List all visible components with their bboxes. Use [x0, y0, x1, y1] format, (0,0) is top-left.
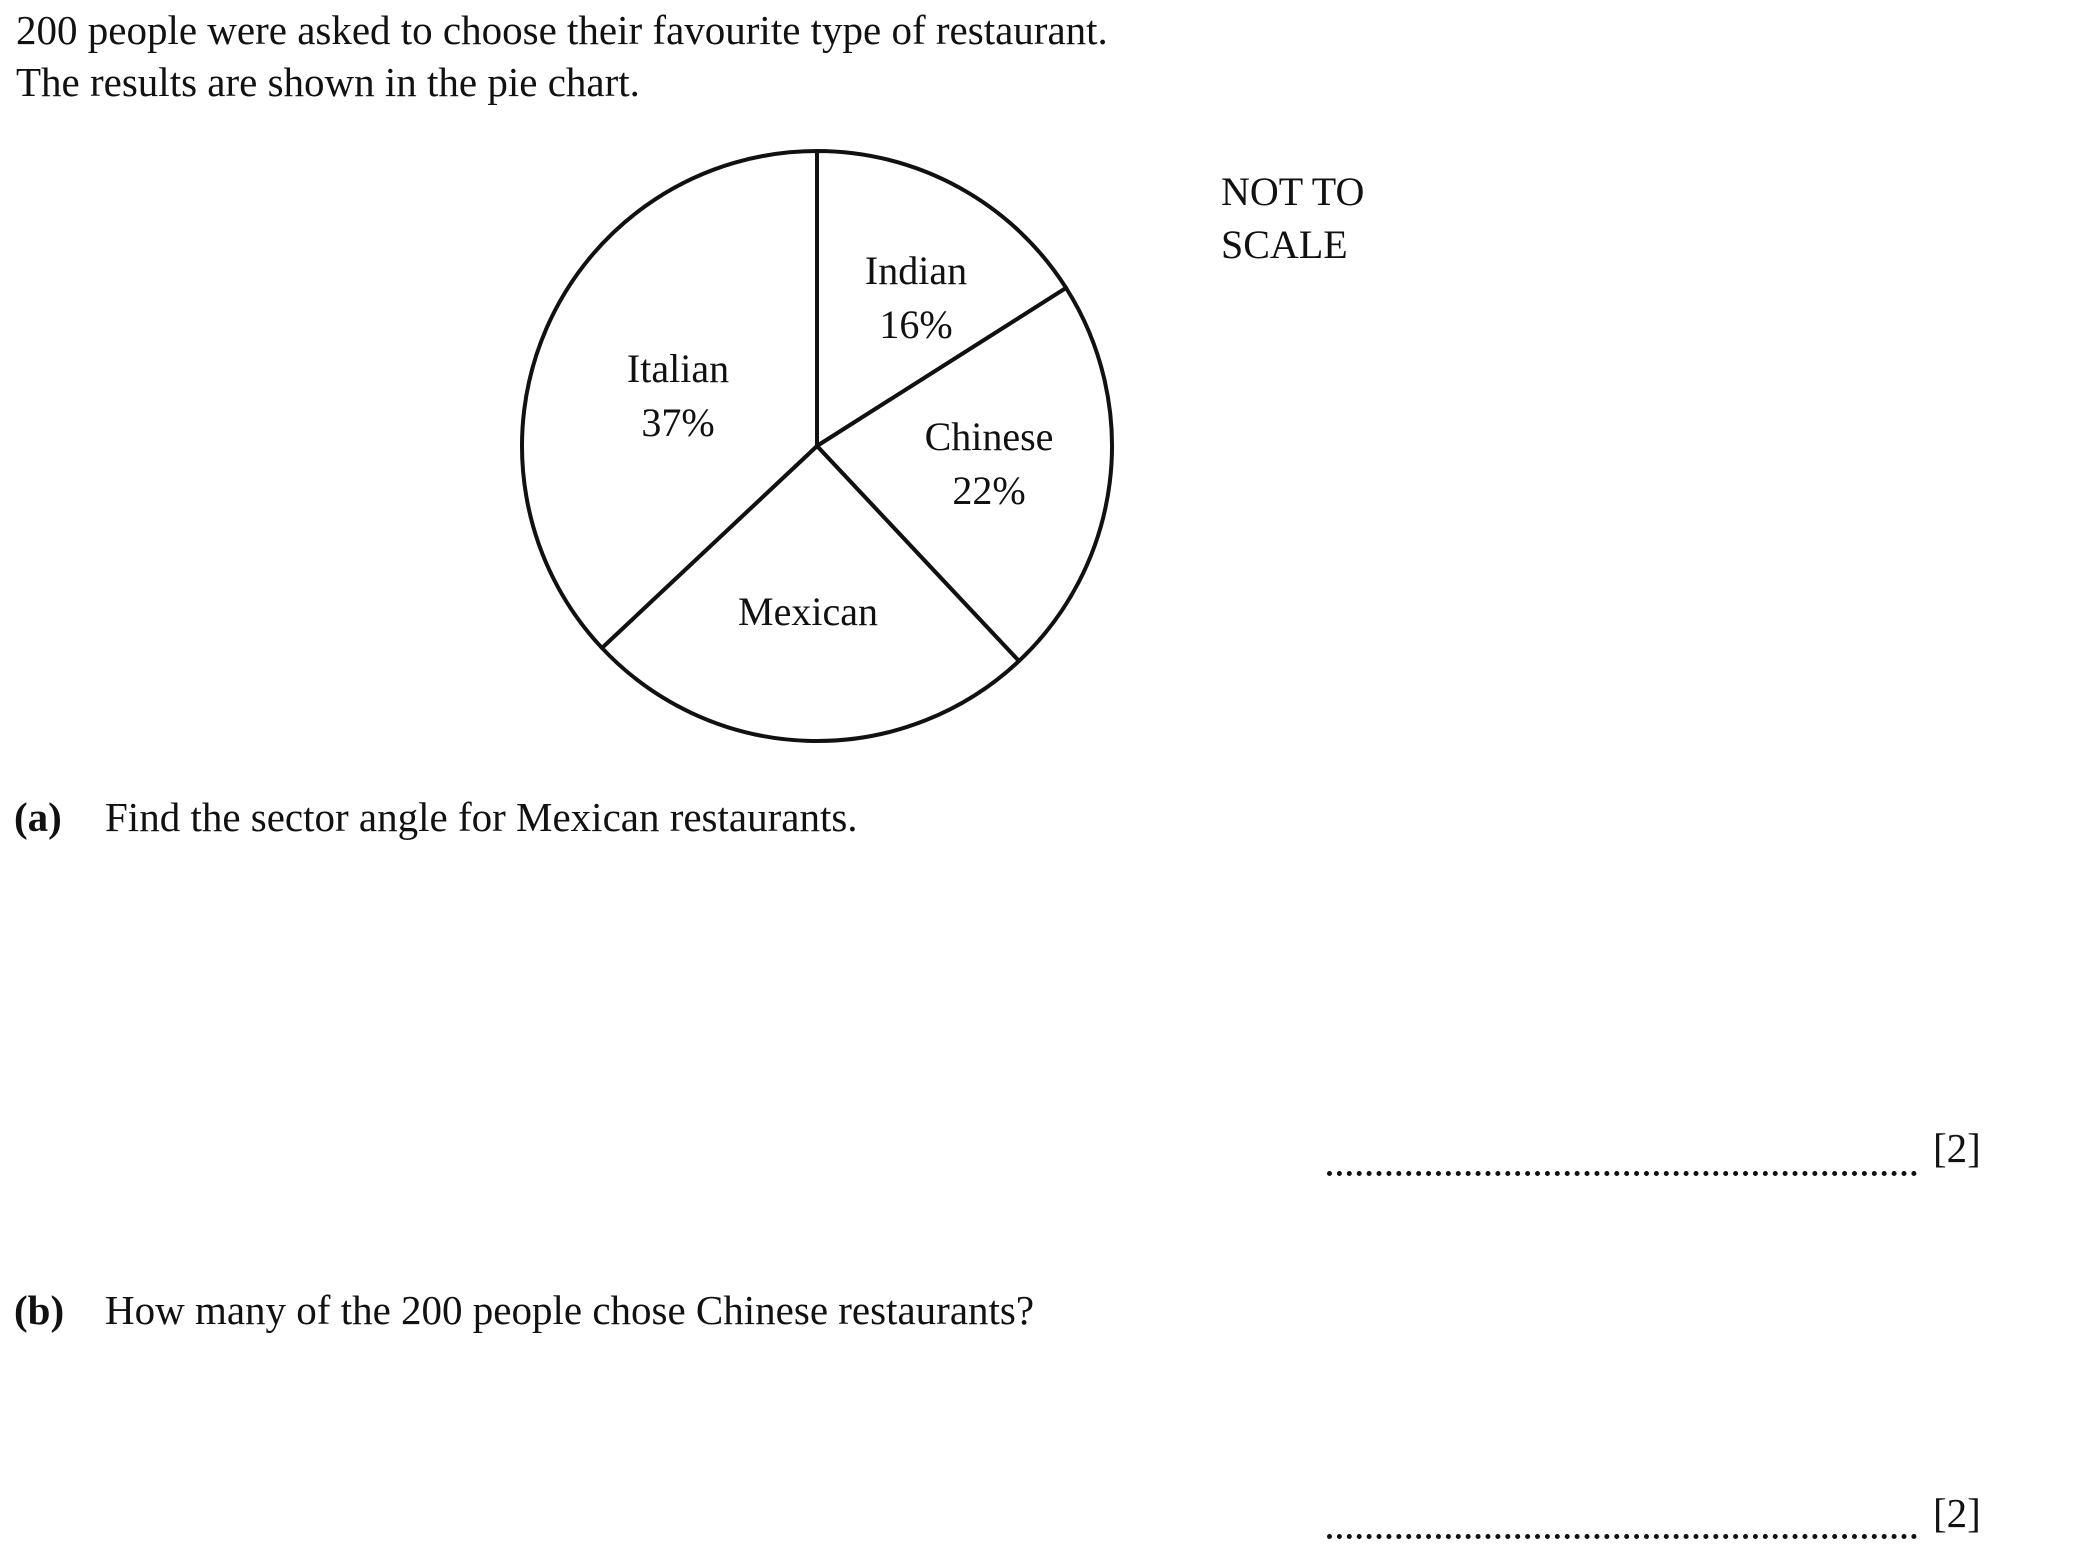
pie-label-italian: Italian [626, 346, 730, 391]
answer-line-b[interactable] [1327, 1534, 1917, 1539]
not-to-scale-note-line-1: NOT TO [1221, 169, 1365, 214]
pie-label-mexican: Mexican [738, 589, 878, 634]
question-a-label: (a) [14, 794, 62, 840]
answer-line-a[interactable] [1327, 1171, 1917, 1176]
pie-value-label-chinese: 22% [952, 468, 1026, 513]
intro-text-line-1: 200 people were asked to choose their favourite type of restaurant. [16, 7, 1108, 53]
question-b-marks: [2] [1933, 1490, 1981, 1536]
question-b-label: (b) [14, 1287, 65, 1333]
pie-label-chinese: Chinese [924, 414, 1054, 459]
question-a-text: Find the sector angle for Mexican restaurants. [105, 794, 858, 840]
question-b-text: How many of the 200 people chose Chinese restaurants? [105, 1287, 1035, 1333]
not-to-scale-note-line-2: SCALE [1221, 222, 1348, 267]
pie-value-label-indian: 16% [879, 302, 953, 347]
pie-label-indian: Indian [864, 248, 968, 293]
question-a-marks: [2] [1933, 1125, 1981, 1171]
intro-text-line-2: The results are shown in the pie chart. [16, 59, 640, 105]
pie-value-label-italian: 37% [641, 400, 715, 445]
